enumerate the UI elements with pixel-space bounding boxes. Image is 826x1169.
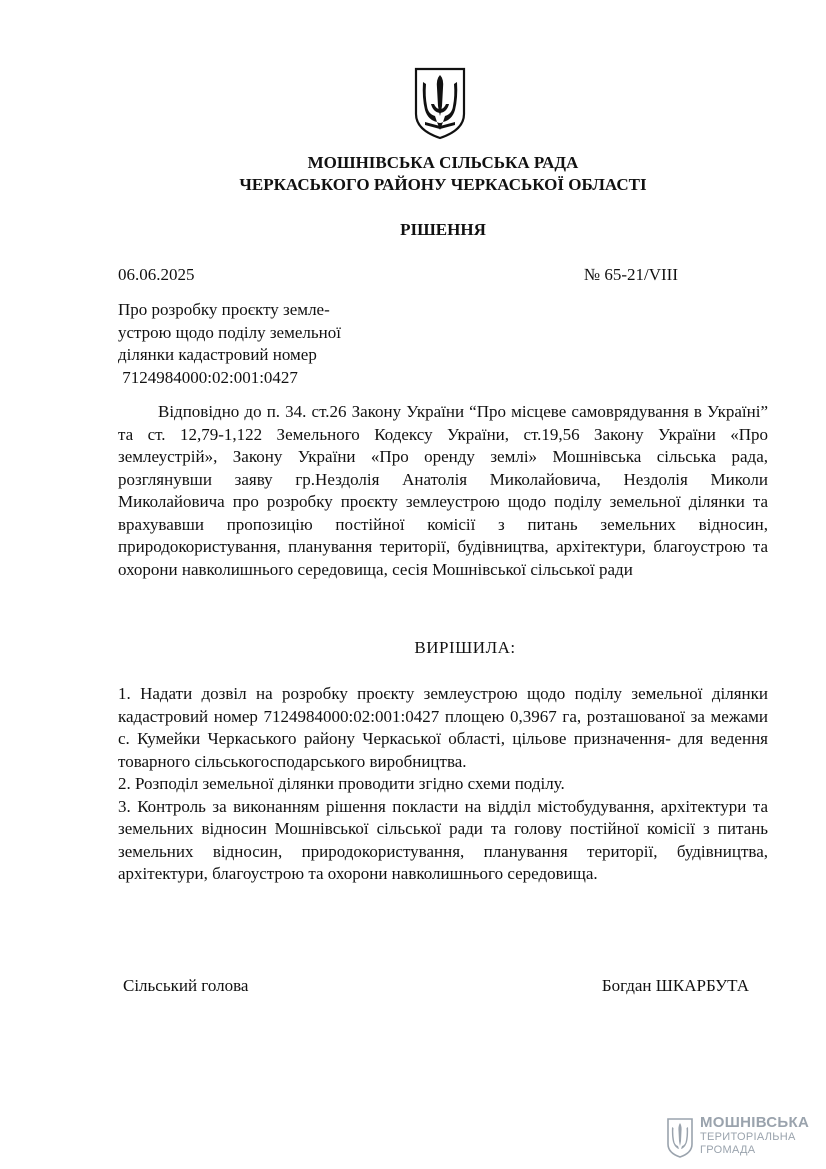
subject-line: Про розробку проєкту земле-	[118, 300, 330, 319]
document-type: РІШЕННЯ	[400, 220, 486, 239]
subject-line: ділянки кадастровий номер	[118, 345, 317, 364]
decision-item-3: 3. Контроль за виконанням рішення покласти на відділ містобудування, архітектури та земельних відносин Мошнівської сільської ради та голову постійної комісії з питань земельних відносин, природокористування, планування території, будівництва, архітектури, благоустрою та охорони навколишнього середовища.	[118, 796, 768, 883]
subject-line: 7124984000:02:001:0427	[118, 367, 298, 387]
document-subject	[118, 299, 418, 389]
watermark-line-1: МОШНІВСЬКА	[700, 1114, 810, 1131]
preamble-text: Відповідно до п. 34. ст.26 Закону України “Про місцеве самоврядування в Україні” та ст. 12,79-1,122 Земельного Кодексу України, ст.19,56 Закону України «Про землеустрій», Закону України «Про оренду землі» Мошнівська сільська рада, розглянувши заяву гр.Нездолія Анатолія Миколайовича, Нездолія Миколи Миколайовича про розробку проєкту землеустрою щодо поділу земельної ділянки та врахувавши пропозицію постійної комісії з питань земельних відносин, природокористування, планування території, будівництва, архітектури, благоустрою та охорони навколишнього середовища, сесія Мошнівської сільської ради	[118, 402, 768, 579]
preamble	[118, 401, 768, 581]
trident-watermark-icon	[666, 1117, 694, 1159]
council-region: ЧЕРКАСЬКОГО РАЙОНУ ЧЕРКАСЬКОЇ ОБЛАСТІ	[239, 175, 647, 194]
decision-item-2: 2. Розподіл земельної ділянки проводити згідно схеми поділу.	[118, 774, 565, 793]
document-number: № 65-21/VIII	[583, 265, 678, 284]
verdict-heading: ВИРІШИЛА:	[414, 638, 516, 657]
signatory-position: Сільський голова	[123, 976, 249, 995]
coat-of-arms-icon	[413, 66, 467, 140]
decision-item-1: 1. Надати дозвіл на розробку проєкту землеустрою щодо поділу земельної ділянки кадастровий номер 7124984000:02:001:0427 площею 0,3967 га, розташованої за межами с. Кумейки Черкаського району Черкаської області, цільове призначення- для ведення товарного сільськогосподарського виробництва.	[118, 684, 768, 771]
community-watermark	[664, 1115, 814, 1161]
watermark-line-3: ГРОМАДА	[700, 1144, 756, 1156]
decision-items	[118, 683, 768, 886]
subject-line: устрою щодо поділу земельної	[118, 322, 341, 342]
council-name: МОШНІВСЬКА СІЛЬСЬКА РАДА	[307, 153, 579, 172]
document-date: 06.06.2025	[118, 265, 195, 284]
watermark-line-2: ТЕРИТОРІАЛЬНА	[700, 1131, 796, 1143]
signatory-name: Богдан ШКАРБУТА	[601, 976, 749, 995]
